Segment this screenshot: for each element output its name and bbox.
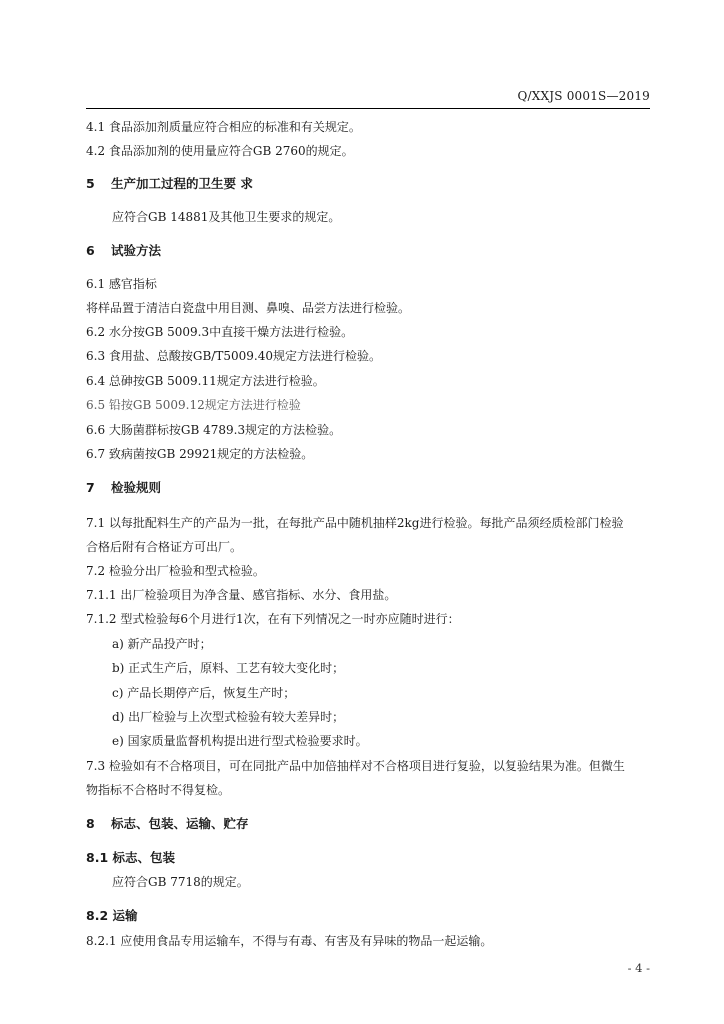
clause-6-4: 6.4 总砷按GB 5009.11规定方法进行检验。 <box>86 374 325 388</box>
clause-7-3-line2: 物指标不合格时不得复检。 <box>86 783 231 797</box>
clause-7-1-line1: 7.1 以每批配料生产的产品为一批，在每批产品中随机抽样2kg进行检验。每批产品须经质检部门检验 <box>86 516 624 530</box>
clause-4-1: 4.1 食品添加剂质量应符合相应的标准和有关规定。 <box>86 120 361 134</box>
clause-6-2: 6.2 水分按GB 5009.3中直接干燥方法进行检验。 <box>86 325 354 339</box>
sub-8-1-body: 应符合GB 7718的规定。 <box>112 875 249 889</box>
clause-6-3: 6.3 食用盐、总酸按GB/T5009.40规定方法进行检验。 <box>86 349 381 363</box>
section-7-title: 检验规则 <box>111 480 162 495</box>
clause-8-2-1: 8.2.1 应使用食品专用运输车，不得与有毒、有害及有异味的物品一起运输。 <box>86 934 493 948</box>
section-5-title: 生产加工过程的卫生要 求 <box>111 176 253 191</box>
section-6-title: 试验方法 <box>111 243 162 258</box>
clause-7-1-2: 7.1.2 型式检验每6个月进行1次，在有下列情况之一时亦应随时进行： <box>86 612 460 626</box>
clause-6-1-body: 将样品置于清洁白瓷盘中用目测、鼻嗅、品尝方法进行检验。 <box>86 301 411 315</box>
section-7-number: 7 <box>86 480 95 495</box>
sub-8-1-heading: 8.1 标志、包装 <box>86 850 175 865</box>
condition-item: b) 正式生产后，原料、工艺有较大变化时； <box>112 661 345 675</box>
clause-7-1-line2: 合格后附有合格证方可出厂。 <box>86 540 243 554</box>
condition-item: a) 新产品投产时； <box>112 637 212 651</box>
condition-item: d) 出厂检验与上次型式检验有较大差异时； <box>112 710 345 724</box>
clause-7-3-line1: 7.3 检验如有不合格项目，可在同批产品中加倍抽样对不合格项目进行复验，以复验结果为准。但微生 <box>86 759 625 773</box>
document-code: Q/XXJS 0001S—2019 <box>517 89 650 103</box>
section-8-number: 8 <box>86 816 95 831</box>
clause-6-7: 6.7 致病菌按GB 29921规定的方法检验。 <box>86 447 314 461</box>
sub-8-2-heading: 8.2 运输 <box>86 908 138 923</box>
condition-item: e) 国家质量监督机构提出进行型式检验要求时。 <box>112 734 368 748</box>
clause-6-6: 6.6 大肠菌群标按GB 4789.3规定的方法检验。 <box>86 423 342 437</box>
section-8-title: 标志、包装、运输、贮存 <box>111 816 249 831</box>
page-number: - 4 - <box>627 961 650 975</box>
clause-4-2: 4.2 食品添加剂的使用量应符合GB 2760的规定。 <box>86 144 354 158</box>
section-6-number: 6 <box>86 243 95 258</box>
clause-7-2: 7.2 检验分出厂检验和型式检验。 <box>86 564 265 578</box>
condition-item: c) 产品长期停产后，恢复生产时； <box>112 686 296 700</box>
section-5-body: 应符合GB 14881及其他卫生要求的规定。 <box>112 210 341 224</box>
section-8-heading <box>86 816 249 832</box>
header-rule <box>86 108 650 109</box>
clause-6-1-title: 6.1 感官指标 <box>86 277 157 291</box>
clause-7-1-1: 7.1.1 出厂检验项目为净含量、感官指标、水分、食用盐。 <box>86 588 397 602</box>
section-5-heading <box>86 176 253 192</box>
section-6-heading <box>86 243 161 259</box>
section-7-heading <box>86 480 161 496</box>
clause-6-5: 6.5 铅按GB 5009.12规定方法进行检验 <box>86 398 301 412</box>
section-5-number: 5 <box>86 176 95 191</box>
